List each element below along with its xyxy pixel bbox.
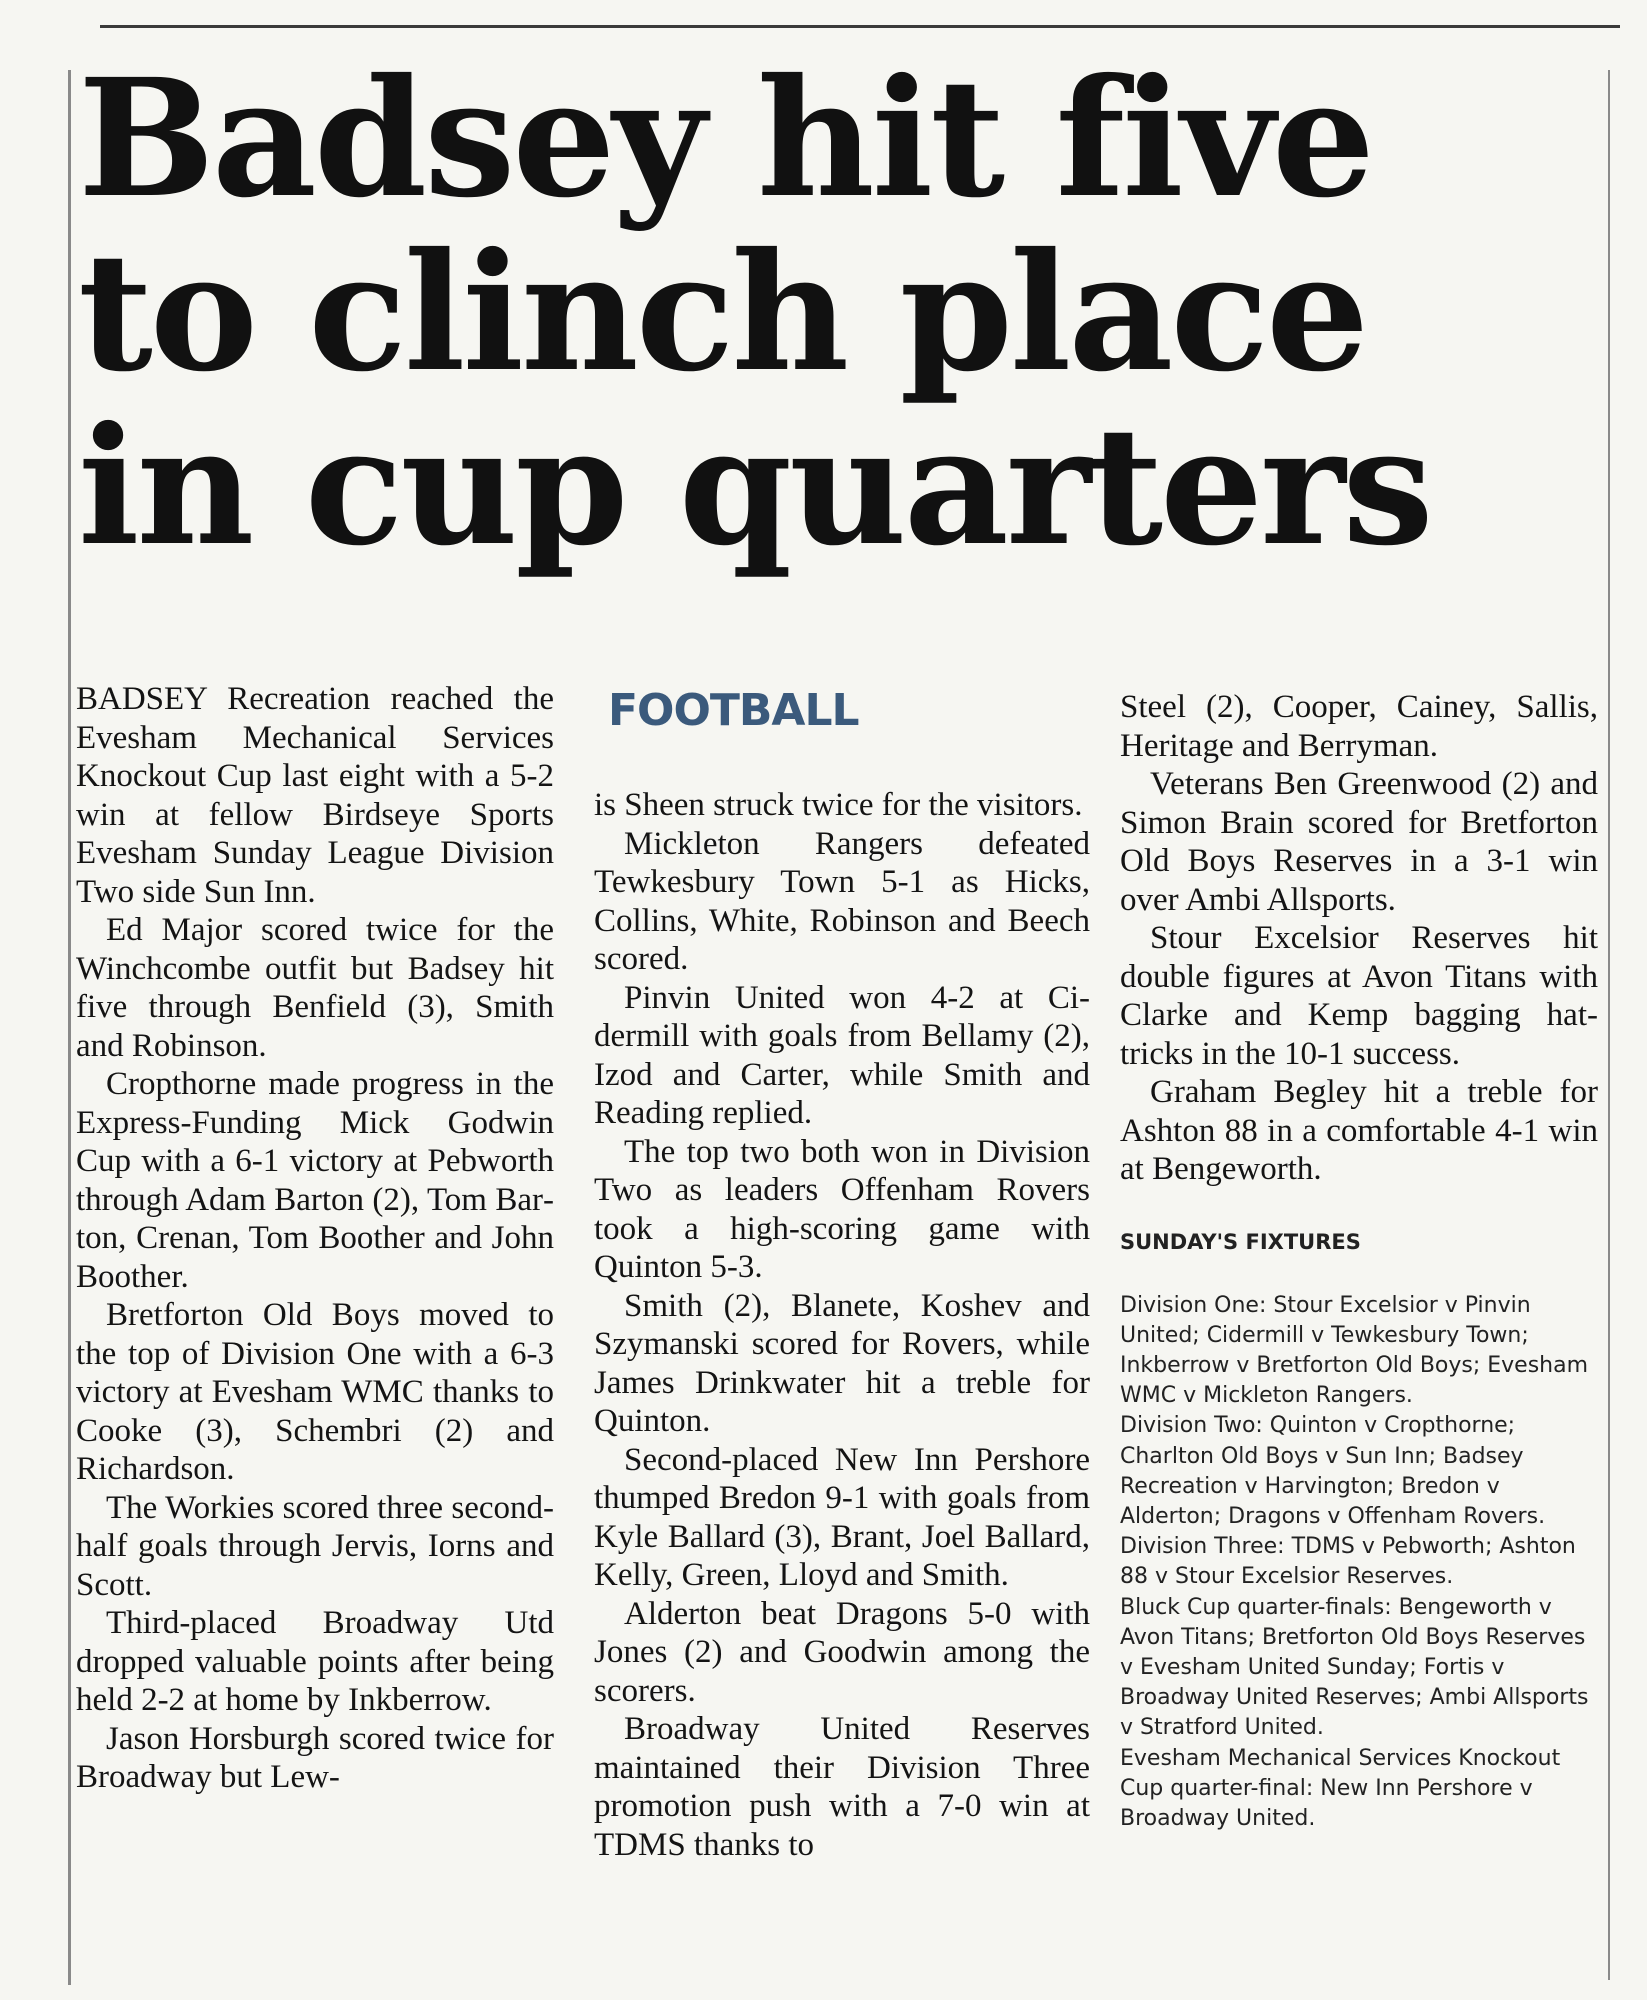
paragraph: Bretforton Old Boys moved to the top of Division One with a 6-3 victory at Evesham WMC thanks to Cooke (3), Schembri (2) and Richardson. xyxy=(76,1297,554,1487)
paragraph: Pinvin United won 4-2 at Cidermill with goals from Bellamy (2), Izod and Carter, while Smith and Reading replied. xyxy=(594,979,1090,1131)
fixture-line: Division One: Stour Excelsior v Pinvin United; Cidermill v Tewkesbury Town; Inkberrow v Bretforton Old Boys; Evesham WMC v Mickleton Rangers. xyxy=(1120,1292,1589,1409)
paragraph: Cropthorne made progress in the Express-Funding Mick Godwin Cup with a 6-1 victory at Pebworth through Adam Barton (2), Tom Barton, Crenan, Tom Boother and John Boother. xyxy=(76,1066,554,1295)
article-column-1 xyxy=(76,680,554,1797)
paragraph: Ed Major scored twice for the Winchcombe outfit but Badsey hit five through Benfield (3), Smith and Robinson. xyxy=(76,912,554,1064)
paragraph: Steel (2), Cooper, Cainey, Sallis, Heritage and Berryman. xyxy=(1120,689,1598,764)
article-column-2 xyxy=(594,686,1090,1864)
fixture-line: Division Three: TDMS v Pebworth; Ashton 88 v Stour Excelsior Reserves. xyxy=(1120,1534,1576,1590)
paragraph: Broadway United Reserves maintained their Division Three promotion push with a 7-0 win at TDMS thanks to xyxy=(594,1711,1090,1863)
headline xyxy=(78,44,1618,582)
fixture-line: Division Two: Quinton v Cropthorne; Charlton Old Boys v Sun Inn; Badsey Recreation v Harvington; Bredon v Alderton; Dragons v Offenham Rovers. xyxy=(1120,1413,1546,1529)
fixtures-title: SUNDAY'S FIXTURES xyxy=(1120,1229,1361,1254)
fixture-line: Bluck Cup quarter-finals: Bengeworth v Avon Titans; Bretforton Old Boys Reserves v Evesham United Sunday; Fortis v Broadway United Reserves; Ambi Allsports v Stratford United. xyxy=(1120,1594,1589,1741)
paragraph: BADSEY Recreation reached the Evesham Mechanical Services Knockout Cup last eight with a 5-2 win at fellow Birdseye Sports Evesham Sunday League Division Two side Sun Inn. xyxy=(76,681,554,910)
paragraph: Third-placed Broadway Utd dropped valuable points after being held 2-2 at home by Inkberrow. xyxy=(76,1605,554,1718)
headline-line-1: Badsey hit five xyxy=(78,44,1372,234)
fixture-line: Evesham Mechanical Services Knockout Cup quarter-final: New Inn Pershore v Broadway United. xyxy=(1120,1745,1561,1831)
headline-line-3: in cup quarters xyxy=(78,392,1431,582)
top-rule xyxy=(100,25,1620,28)
paragraph: Jason Horsburgh scored twice for Broadway but Lew- xyxy=(76,1720,554,1795)
paragraph: is Sheen struck twice for the visitors. xyxy=(594,787,1083,823)
section-label: FOOTBALL xyxy=(608,685,859,736)
paragraph: The top two both won in Division Two as leaders Offenham Rovers took a high-scoring game with Quinton 5-3. xyxy=(594,1133,1090,1285)
paragraph: The Workies scored three second-half goals through Jervis, Iorns and Scott. xyxy=(76,1489,554,1603)
article-column-3 xyxy=(1120,688,1598,1834)
paragraph: Smith (2), Blanete, Koshev and Szymanski scored for Rovers, while James Drinkwater hit a treble for Quinton. xyxy=(594,1287,1090,1439)
paragraph: Stour Excelsior Reserves hit double figures at Avon Titans with Clarke and Kemp bagging hat-tricks in the 10-1 success. xyxy=(1120,920,1598,1072)
headline-line-2: to clinch place xyxy=(78,218,1367,408)
left-border xyxy=(68,70,71,1985)
paragraph: Graham Begley hit a treble for Ashton 88 in a comfortable 4-1 win at Bengeworth. xyxy=(1120,1074,1598,1187)
fixtures-list xyxy=(1120,1291,1598,1835)
paragraph: Mickleton Rangers defeated Tewkesbury Town 5-1 as Hicks, Collins, White, Robinson and Beech scored. xyxy=(594,825,1090,977)
paragraph: Second-placed New Inn Pershore thumped Bredon 9-1 with goals from Kyle Ballard (3), Brant, Joel Ballard, Kelly, Green, Lloyd and Smith. xyxy=(594,1441,1090,1593)
paragraph: Veterans Ben Greenwood (2) and Simon Brain scored for Bretforton Old Boys Reserves in a 3-1 win over Ambi Allsports. xyxy=(1120,766,1598,918)
paragraph: Alderton beat Dragons 5-0 with Jones (2) and Goodwin among the scorers. xyxy=(594,1595,1090,1709)
